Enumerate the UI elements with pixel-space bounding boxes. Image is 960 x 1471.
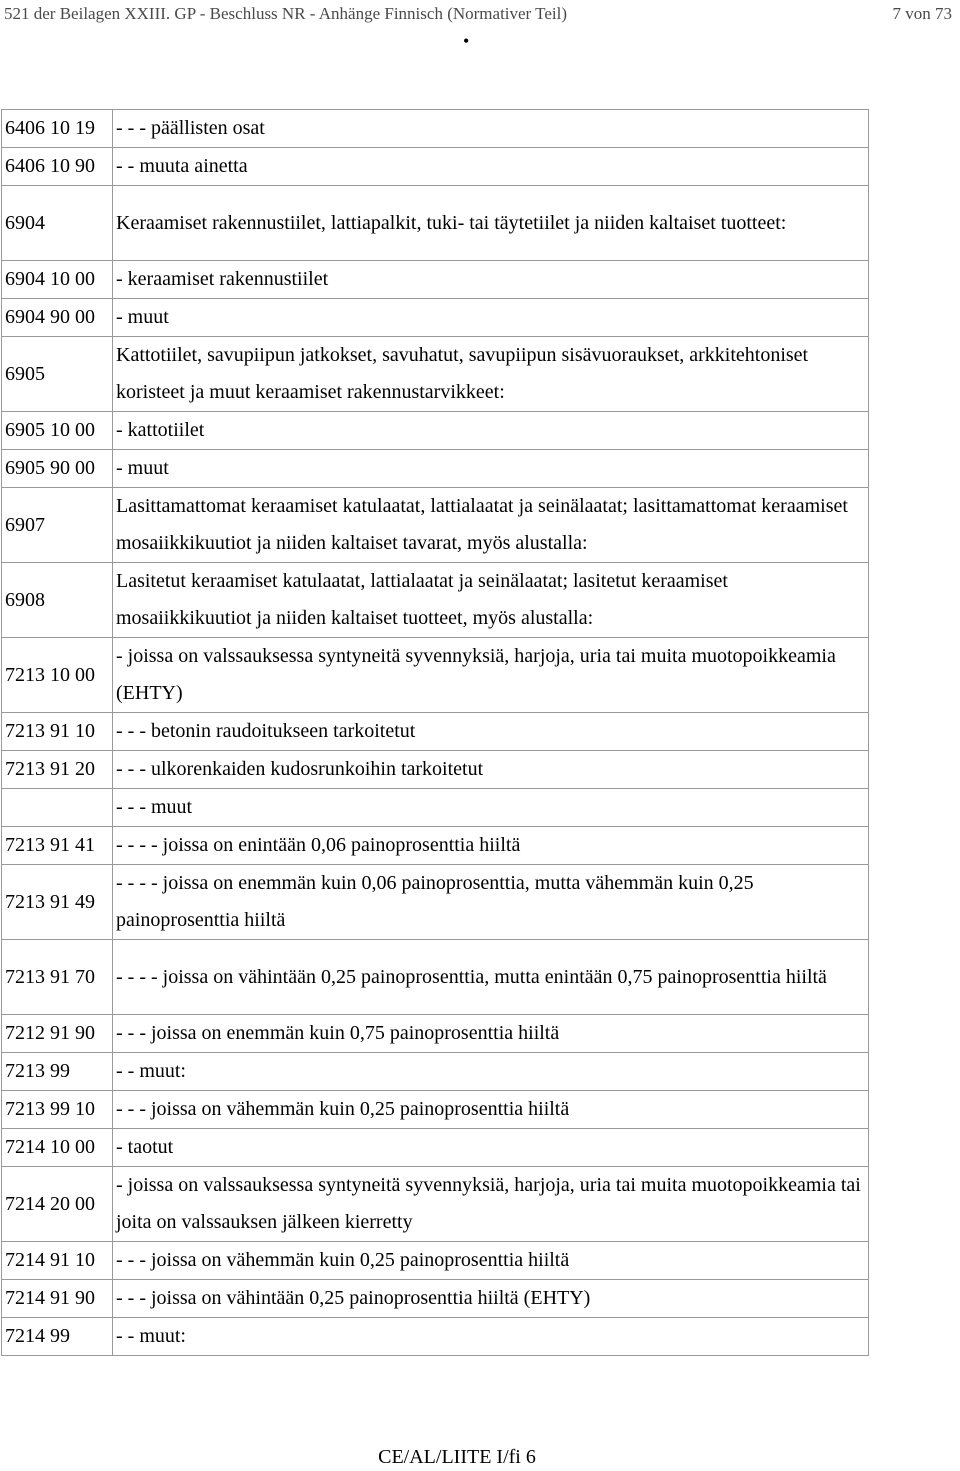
description-cell: - - - joissa on enemmän kuin 0,75 painoprosenttia hiiltä	[113, 1015, 869, 1053]
code-cell: 6904 10 00	[2, 261, 113, 299]
code-cell: 7214 99	[2, 1318, 113, 1356]
page-header	[0, 0, 960, 30]
code-cell: 7213 91 70	[2, 940, 113, 1015]
code-cell: 7214 91 90	[2, 1280, 113, 1318]
table-row	[2, 1242, 869, 1280]
description-cell: - keraamiset rakennustiilet	[113, 261, 869, 299]
table-row	[2, 110, 869, 148]
table-row	[2, 789, 869, 827]
table-row	[2, 751, 869, 789]
description-cell: - joissa on valssauksessa syntyneitä syvennyksiä, harjoja, uria tai muita muotopoikkeamia tai joita on valssauksen jälkeen kierretty	[113, 1167, 869, 1242]
document-title: 521 der Beilagen XXIII. GP - Beschluss NR - Anhänge Finnisch (Normativer Teil)	[4, 4, 568, 23]
description-cell: Lasitetut keraamiset katulaatat, lattialaatat ja seinälaatat; lasitetut keraamiset mosaiikkikuutiot ja niiden kaltaiset tuotteet, myös alustalla:	[113, 563, 869, 638]
description-cell: - joissa on valssauksessa syntyneitä syvennyksiä, harjoja, uria tai muita muotopoikkeamia (EHTY)	[113, 638, 869, 713]
description-cell: - - - joissa on vähemmän kuin 0,25 painoprosenttia hiiltä	[113, 1091, 869, 1129]
description-cell: - - - muut	[113, 789, 869, 827]
description-cell: - muut	[113, 299, 869, 337]
table-row	[2, 299, 869, 337]
table-row	[2, 1318, 869, 1356]
description-cell: - - - - joissa on vähintään 0,25 painoprosenttia, mutta enintään 0,75 painoprosenttia hiiltä	[113, 940, 869, 1015]
description-cell: - - muut:	[113, 1318, 869, 1356]
code-cell: 7213 91 41	[2, 827, 113, 865]
table-row	[2, 638, 869, 713]
table-row	[2, 865, 869, 940]
bullet-mark: •	[463, 31, 470, 51]
description-cell: Lasittamattomat keraamiset katulaatat, lattialaatat ja seinälaatat; lasittamattomat keraamiset mosaiikkikuutiot ja niiden kaltaiset tavarat, myös alustalla:	[113, 488, 869, 563]
table-row	[2, 563, 869, 638]
table-row	[2, 337, 869, 412]
table-row	[2, 940, 869, 1015]
description-cell: Kattotiilet, savupiipun jatkokset, savuhatut, savupiipun sisävuoraukset, arkkitehtoniset koristeet ja muut keraamiset rakennustarvikkeet:	[113, 337, 869, 412]
code-cell: 6406 10 19	[2, 110, 113, 148]
code-cell: 7214 91 10	[2, 1242, 113, 1280]
description-cell: - - - joissa on vähemmän kuin 0,25 painoprosenttia hiiltä	[113, 1242, 869, 1280]
table-row	[2, 186, 869, 261]
code-cell: 6907	[2, 488, 113, 563]
description-cell: - - - betonin raudoitukseen tarkoitetut	[113, 713, 869, 751]
code-cell	[2, 789, 113, 827]
table-row	[2, 1091, 869, 1129]
table-row	[2, 450, 869, 488]
code-cell: 7213 99	[2, 1053, 113, 1091]
code-cell: 7213 91 20	[2, 751, 113, 789]
description-cell: - - - päällisten osat	[113, 110, 869, 148]
table-row	[2, 412, 869, 450]
footer-reference: CE/AL/LIITE I/fi 6	[378, 1446, 536, 1468]
code-cell: 7214 10 00	[2, 1129, 113, 1167]
code-cell: 6908	[2, 563, 113, 638]
code-cell: 6904 90 00	[2, 299, 113, 337]
page-number: 7 von 73	[892, 4, 952, 23]
code-cell: 6904	[2, 186, 113, 261]
code-cell: 6406 10 90	[2, 148, 113, 186]
table-row	[2, 1280, 869, 1318]
tariff-code-table	[1, 109, 869, 1356]
description-cell: - - muut:	[113, 1053, 869, 1091]
table-row	[2, 1015, 869, 1053]
code-cell: 7213 10 00	[2, 638, 113, 713]
table-row	[2, 488, 869, 563]
code-cell: 7212 91 90	[2, 1015, 113, 1053]
description-cell: - - - ulkorenkaiden kudosrunkoihin tarkoitetut	[113, 751, 869, 789]
table-row	[2, 148, 869, 186]
table-row	[2, 1129, 869, 1167]
table-row	[2, 1053, 869, 1091]
code-cell: 7214 20 00	[2, 1167, 113, 1242]
table-row	[2, 261, 869, 299]
description-cell: - taotut	[113, 1129, 869, 1167]
description-cell: - - - joissa on vähintään 0,25 painoprosenttia hiiltä (EHTY)	[113, 1280, 869, 1318]
code-cell: 6905 10 00	[2, 412, 113, 450]
code-cell: 7213 91 10	[2, 713, 113, 751]
description-cell: - - muuta ainetta	[113, 148, 869, 186]
description-cell: Keraamiset rakennustiilet, lattiapalkit, tuki- tai täytetiilet ja niiden kaltaiset tuotteet:	[113, 186, 869, 261]
description-cell: - - - - joissa on enemmän kuin 0,06 painoprosenttia, mutta vähemmän kuin 0,25 painoprosenttia hiiltä	[113, 865, 869, 940]
description-cell: - muut	[113, 450, 869, 488]
table-row	[2, 827, 869, 865]
table-row	[2, 713, 869, 751]
page-footer	[0, 1446, 960, 1469]
code-cell: 7213 91 49	[2, 865, 113, 940]
code-cell: 6905	[2, 337, 113, 412]
table-row	[2, 1167, 869, 1242]
description-cell: - - - - joissa on enintään 0,06 painoprosenttia hiiltä	[113, 827, 869, 865]
description-cell: - kattotiilet	[113, 412, 869, 450]
code-cell: 7213 99 10	[2, 1091, 113, 1129]
code-cell: 6905 90 00	[2, 450, 113, 488]
